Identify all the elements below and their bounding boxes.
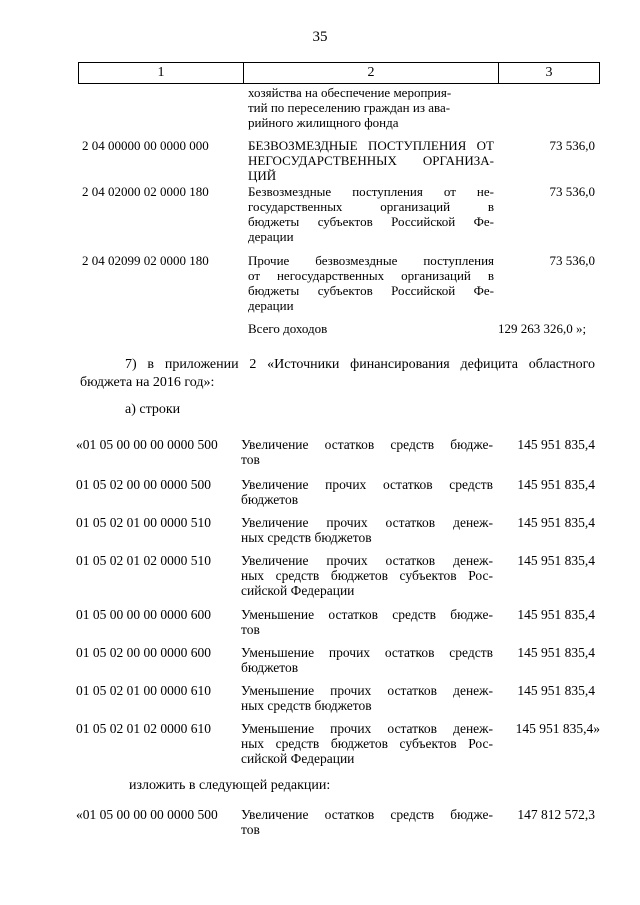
source-row-desc: Увеличение прочих остатков средств бюджетов <box>241 477 493 507</box>
source-row-code: 01 05 02 01 02 0000 510 <box>76 553 211 568</box>
source-row-code: 01 05 02 01 00 0000 610 <box>76 683 211 698</box>
source-row-desc: Увеличение прочих остатков денеж- ных средств бюджетов <box>241 515 493 545</box>
new-row-value: 147 812 572,3 <box>517 807 595 822</box>
source-row-value: 145 951 835,4» <box>515 721 600 736</box>
source-row-code: «01 05 00 00 00 0000 500 <box>76 437 218 452</box>
paragraph-new-edition: изложить в следующей редакции: <box>129 778 331 793</box>
column-header-1: 1 <box>79 63 244 83</box>
paragraph-a: а) строки <box>125 402 181 417</box>
source-row-desc: Уменьшение прочих остатков средств бюджетов <box>241 645 493 675</box>
source-row-code: 01 05 02 00 00 0000 600 <box>76 645 211 660</box>
total-value <box>498 321 616 336</box>
source-row-desc: Увеличение остатков средств бюдже- тов <box>241 437 493 467</box>
new-row-desc: Увеличение остатков средств бюдже- тов <box>241 807 493 837</box>
source-row-value: 145 951 835,4 <box>517 683 595 698</box>
table-row-code: 2 04 00000 00 0000 000 <box>82 138 209 153</box>
source-row-value: 145 951 835,4 <box>517 607 595 622</box>
total-suffix: »; <box>576 321 587 336</box>
table-header <box>78 62 600 84</box>
table-row-code: 2 04 02099 02 0000 180 <box>82 253 209 268</box>
source-row-desc: Уменьшение прочих остатков денеж- ных средств бюджетов <box>241 683 493 713</box>
source-row-code: 01 05 02 01 02 0000 610 <box>76 721 211 736</box>
new-row-code: «01 05 00 00 00 0000 500 <box>76 807 218 822</box>
source-row-desc: Уменьшение остатков средств бюдже- тов <box>241 607 493 637</box>
source-row-value: 145 951 835,4 <box>517 645 595 660</box>
source-row-value: 145 951 835,4 <box>517 437 595 452</box>
total-label: Всего доходов <box>248 321 328 336</box>
table-row-desc: Безвозмездные поступления от не- государственных организаций в бюджеты субъектов Российской Фе- дерации <box>248 184 494 244</box>
source-row-value: 145 951 835,4 <box>517 515 595 530</box>
source-row-code: 01 05 00 00 00 0000 600 <box>76 607 211 622</box>
table-row-desc: БЕЗВОЗМЕЗДНЫЕ ПОСТУПЛЕНИЯ ОТ НЕГОСУДАРСТВЕННЫХ ОРГАНИЗА- ЦИЙ <box>248 138 494 183</box>
table-row-desc: Прочие безвозмездные поступления от негосударственных организаций в бюджеты субъектов Российской Фе- дерации <box>248 253 494 313</box>
source-row-code: 01 05 02 01 00 0000 510 <box>76 515 211 530</box>
source-row-code: 01 05 02 00 00 0000 500 <box>76 477 211 492</box>
table-row-value: 73 536,0 <box>549 184 595 199</box>
total-amount: 129 263 326,0 <box>498 321 573 336</box>
table-row-value: 73 536,0 <box>549 138 595 153</box>
column-header-3: 3 <box>545 65 553 80</box>
table-row-desc: хозяйства на обеспечение мероприя- тий по переселению граждан из ава- рийного жилищного фонда <box>248 85 452 130</box>
table-row-code: 2 04 02000 02 0000 180 <box>82 184 209 199</box>
page-number: 35 <box>312 29 328 45</box>
source-row-desc: Увеличение прочих остатков денеж- ных средств бюджетов субъектов Рос- сийской Федерации <box>241 553 493 598</box>
source-row-desc: Уменьшение прочих остатков денеж- ных средств бюджетов субъектов Рос- сийской Федерации <box>241 721 493 766</box>
column-header-2: 2 <box>244 63 499 83</box>
source-row-value: 145 951 835,4 <box>517 477 595 492</box>
paragraph-7: 7) в приложении 2 «Источники финансирования дефицита областного бюджета на 2016 год»: <box>80 357 595 390</box>
table-row-value: 73 536,0 <box>549 253 595 268</box>
source-row-value: 145 951 835,4 <box>517 553 595 568</box>
